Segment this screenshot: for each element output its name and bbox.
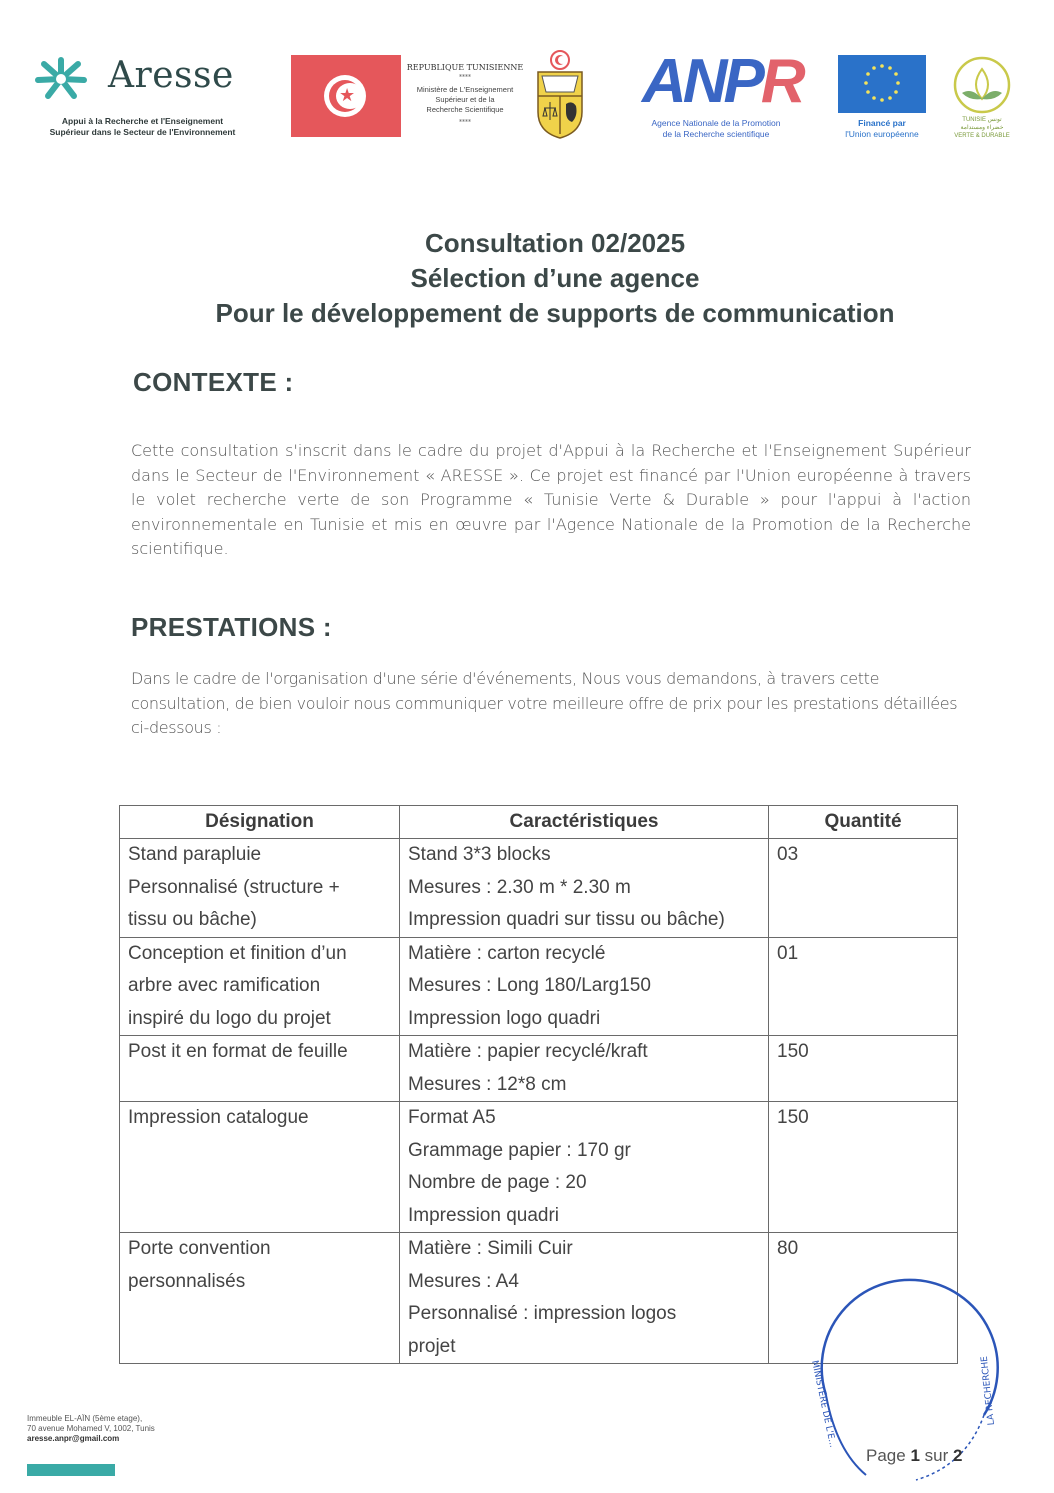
eu-logo: [838, 55, 926, 145]
tunisia-flag-icon: ★: [291, 55, 401, 137]
stamp-text-left: MINISTERE DE L'E...: [809, 1359, 838, 1449]
aresse-star-icon: [30, 54, 92, 104]
coat-of-arms-icon: [532, 50, 587, 140]
footer-accent-bar: [27, 1464, 115, 1476]
quantite-cell: [769, 937, 958, 1036]
footer-address: [27, 1414, 155, 1444]
caracteristiques-cell-line: Mesures : Long 180/Larg150: [408, 975, 651, 996]
designation-cell-line: Impression catalogue: [128, 1107, 309, 1128]
designation-cell-line: Conception et finition d’un: [128, 942, 347, 964]
eu-caption-line2: l'Union européenne: [845, 129, 919, 139]
caracteristiques-cell-line: Grammage papier : 170 gr: [408, 1139, 631, 1161]
caracteristiques-cell-line: Matière : papier recyclé/kraft: [408, 1041, 648, 1062]
anpr-wordmark: ANPR: [642, 47, 802, 116]
header-quantite: Quantité: [769, 806, 958, 839]
aresse-subtitle-line1: Appui à la Recherche et l'Enseignement: [61, 116, 224, 126]
aresse-wordmark: Aresse: [108, 55, 234, 96]
designation-cell: [120, 1036, 400, 1102]
address-line1: Immeuble EL-AÏN (5ème etage),: [27, 1414, 143, 1423]
caracteristiques-cell: [400, 1102, 769, 1233]
contexte-heading: CONTEXTE :: [133, 367, 294, 397]
designation-cell: [120, 1102, 400, 1233]
caracteristiques-cell-line: Format A5: [408, 1107, 496, 1128]
caracteristiques-cell-line: Personnalisé : impression logos: [408, 1303, 677, 1324]
caracteristiques-cell-line: Impression quadri sur tissu ou bâche): [408, 909, 725, 930]
table-header-row: [120, 806, 958, 839]
aresse-logo: [30, 50, 255, 142]
table-row: [120, 839, 958, 938]
title-line1: Consultation 02/2025: [424, 228, 686, 258]
quantite-cell: [769, 839, 958, 938]
caracteristiques-cell-line: Nombre de page : 20: [408, 1172, 587, 1193]
caracteristiques-cell: [400, 1233, 769, 1364]
title-line2: Sélection d’une agence: [410, 263, 700, 293]
designation-cell-line: Stand parapluie: [128, 844, 262, 865]
table-row: [120, 937, 958, 1036]
caracteristiques-cell-line: Mesures : 2.30 m * 2.30 m: [408, 876, 631, 898]
designation-cell-line: Personnalisé (structure +: [128, 876, 340, 898]
anpr-caption: [636, 118, 796, 140]
designation-cell-line: inspiré du logo du projet: [128, 1007, 331, 1029]
title-line3: Pour le développement de supports de communication: [215, 298, 895, 328]
designation-cell: [120, 1233, 400, 1364]
quantite-cell-value: 03: [777, 844, 799, 865]
table-row: [120, 1036, 958, 1102]
tvd-caption-line2: خضراء ومستدامة: [960, 125, 1004, 131]
eu-flag-icon: [838, 55, 926, 113]
quantite-cell-value: 150: [777, 1041, 809, 1062]
ministry-line1: Ministère de L'Enseignement: [416, 85, 514, 94]
quantite-cell-value: 80: [777, 1238, 799, 1259]
designation-cell: [120, 839, 400, 938]
ministry-line2: Supérieur et de la: [435, 95, 495, 104]
caracteristiques-cell-line: Impression logo quadri: [408, 1007, 601, 1029]
caracteristiques-cell: [400, 937, 769, 1036]
anpr-caption-line2: de la Recherche scientifique: [662, 129, 770, 139]
quantite-cell: [769, 1102, 958, 1233]
ministry-stars-bottom: ****: [459, 119, 471, 126]
caracteristiques-cell: [400, 839, 769, 938]
contact-email[interactable]: aresse.anpr@gmail.com: [27, 1434, 120, 1443]
caracteristiques-cell: [400, 1036, 769, 1102]
ministry-header: [404, 62, 526, 127]
anpr-logo: [636, 47, 802, 146]
prestations-heading: PRESTATIONS :: [131, 612, 332, 642]
page-sep: sur: [924, 1446, 949, 1465]
anpr-caption-line1: Agence Nationale de la Promotion: [651, 118, 781, 128]
designation-cell: [120, 937, 400, 1036]
quantite-cell-value: 01: [777, 942, 799, 964]
caracteristiques-cell-line: projet: [408, 1335, 456, 1357]
quantite-cell: [769, 1036, 958, 1102]
tvd-caption-line1: TUNISIE تونس: [962, 117, 1002, 123]
table-row: [120, 1102, 958, 1233]
contexte-paragraph: Cette consultation s'inscrit dans le cadre du projet d'Appui à la Recherche et l'Enseignement Supérieur dans le Secteur de l'Environnement « ARESSE ». Ce projet est financé par l'Union européenne à travers le volet recherche verte de son Programme « Tunisie Verte & Durable » pour l'appui à l'action environnementale en Tunisie et mis en œuvre par l'Agence Nationale de la Promotion de la Recherche scientifique.: [131, 441, 971, 558]
header-designation: Désignation: [120, 806, 400, 839]
page-current: 1: [910, 1446, 920, 1465]
designation-cell-line: Post it en format de feuille: [128, 1041, 348, 1062]
eu-caption-line1: Financé par: [858, 118, 906, 128]
page-total: 2: [953, 1446, 963, 1465]
caracteristiques-cell-line: Matière : Simili Cuir: [408, 1238, 573, 1259]
quantite-cell-value: 150: [777, 1107, 809, 1128]
aresse-subtitle-line2: Supérieur dans le Secteur de l'Environnement: [49, 127, 236, 137]
designation-cell-line: tissu ou bâche): [128, 909, 257, 930]
caracteristiques-cell-line: Mesures : 12*8 cm: [408, 1073, 567, 1095]
ministry-line3: Recherche Scientifique: [426, 105, 504, 114]
header-caracteristiques: Caractéristiques: [400, 806, 769, 839]
eu-caption: [828, 118, 936, 140]
prestations-paragraph: Dans le cadre de l'organisation d'une série d'événements, Nous vous demandons, à travers cette consultation, de bien vouloir nous communiquer votre meilleure offre de prix pour les prestations détaillées ci-dessous :: [131, 669, 958, 737]
page-prefix: Page: [866, 1446, 906, 1465]
caracteristiques-cell-line: Impression quadri: [408, 1204, 560, 1226]
leaf-circle-icon: [948, 55, 1016, 115]
tvd-caption-line3: VERTE & DURABLE: [954, 133, 1010, 139]
tvd-caption: [944, 116, 1020, 140]
aresse-subtitle: [30, 116, 255, 138]
document-title: [0, 226, 1054, 331]
republic-label: REPUBLIQUE TUNISIENNE: [406, 63, 524, 72]
stamp-text-right: LA RECHERCHE: [979, 1355, 997, 1426]
caracteristiques-cell-line: Matière : carton recyclé: [408, 942, 606, 964]
tunisie-verte-durable-logo: [944, 55, 1020, 145]
address-line2: 70 avenue Mohamed V, 1002, Tunis: [27, 1424, 155, 1433]
designation-cell-line: arbre avec ramification: [128, 975, 321, 996]
designation-cell-line: Porte convention: [128, 1238, 271, 1259]
caracteristiques-cell-line: Mesures : A4: [408, 1270, 519, 1292]
designation-cell-line: personnalisés: [128, 1270, 246, 1292]
ministry-stars-top: ****: [459, 74, 471, 81]
caracteristiques-cell-line: Stand 3*3 blocks: [408, 844, 551, 865]
page-number: [866, 1446, 962, 1466]
